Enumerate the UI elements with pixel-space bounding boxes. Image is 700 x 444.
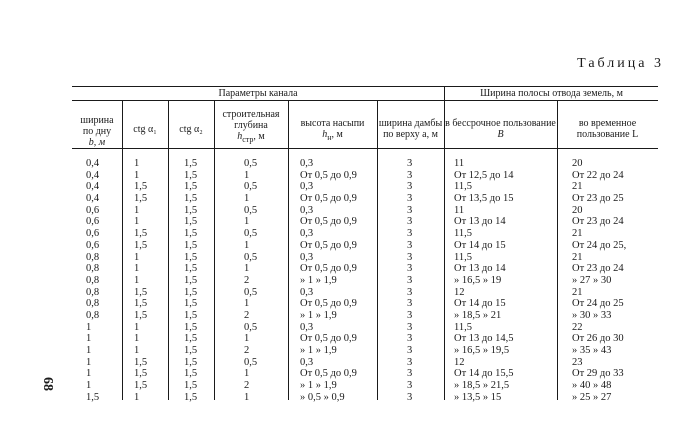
cell-ctg2: 1,5 [184, 380, 198, 392]
cell-temp: » 35 » 43 [572, 345, 612, 356]
table-title: Таблица 3 [577, 56, 664, 71]
cell-dam: 3 [407, 380, 413, 392]
cell-b: 0,6 [86, 228, 100, 240]
cell-fill: » 1 » 1,9 [300, 309, 337, 321]
cell-perm: » 18,5 » 21 [454, 309, 502, 321]
cell-perm: От 14 до 15 [454, 298, 506, 310]
cell-fill: 0,3 [300, 228, 314, 240]
cell-ctg2: 1,5 [184, 321, 198, 333]
cell-temp: » 27 » 30 [572, 274, 612, 286]
cell-ctg2: 1,5 [184, 333, 198, 345]
cell-ctg1: 1,5 [134, 193, 148, 205]
cell-depth: 2 [244, 380, 250, 392]
col-header-temp: во временное пользование L [576, 118, 639, 140]
cell-depth: 2 [244, 309, 250, 321]
cell-perm: От 14 до 15 [454, 239, 506, 251]
cell-dam: 3 [407, 239, 413, 251]
col-header-dam: ширина дамбы по верху a, м [378, 118, 443, 140]
cell-b: 0,4 [86, 169, 100, 181]
cell-b: 0,8 [86, 274, 100, 286]
cell-b: 0,4 [86, 193, 100, 205]
cell-perm: 11,5 [454, 251, 472, 263]
cell-temp: От 26 до 30 [572, 333, 624, 345]
col-header-ctg1: ctg α₁ [133, 124, 157, 135]
table-row [0, 380, 700, 392]
cell-ctg1: 1 [134, 204, 140, 216]
cell-b: 0,6 [86, 204, 100, 216]
cell-ctg1: 1,5 [134, 228, 148, 240]
table-row [0, 275, 700, 287]
cell-dam: 3 [407, 193, 413, 205]
cell-b: 1 [86, 321, 92, 333]
cell-perm: 11 [454, 158, 465, 169]
cell-ctg2: 1,5 [184, 239, 198, 251]
table-row [0, 298, 700, 310]
col-header-depth: строительная глубина $h_{стр}$, м [222, 109, 280, 144]
cell-temp: От 22 до 24 [572, 169, 624, 181]
table-row [0, 345, 700, 357]
table-row [0, 287, 700, 299]
cell-b: 0,8 [86, 309, 100, 321]
cell-dam: 3 [407, 345, 413, 356]
table-row [0, 310, 700, 322]
cell-b: 1 [86, 356, 92, 368]
table-top-rule [72, 86, 658, 87]
table-row [0, 392, 700, 404]
cell-b: 1 [86, 380, 92, 392]
table-row [0, 357, 700, 369]
cell-ctg1: 1 [134, 321, 140, 333]
cell-fill: От 0,5 до 0,9 [300, 298, 357, 310]
cell-fill: » 1 » 1,9 [300, 345, 337, 356]
cell-b: 1 [86, 368, 92, 380]
cell-b: 0,4 [86, 181, 100, 193]
cell-ctg2: 1,5 [184, 274, 198, 286]
cell-b: 0,8 [86, 263, 100, 275]
cell-ctg1: 1 [134, 158, 140, 169]
col-header-b: ширина по дну b, м [80, 115, 114, 148]
cell-ctg1: 1,5 [134, 181, 148, 193]
col-header-ctg2: ctg α₂ [179, 124, 203, 135]
cell-temp: 23 [572, 356, 583, 368]
cell-dam: 3 [407, 181, 413, 193]
cell-fill: » 0,5 » 0,9 [300, 391, 345, 403]
cell-ctg1: 1 [134, 263, 140, 275]
group-header-canal-params: Параметры канала [218, 88, 298, 99]
cell-ctg2: 1,5 [184, 286, 198, 298]
cell-ctg1: 1,5 [134, 286, 148, 298]
cell-temp: От 23 до 24 [572, 216, 624, 228]
cell-ctg2: 1,5 [184, 169, 198, 181]
cell-depth: 0,5 [244, 181, 258, 193]
cell-ctg2: 1,5 [184, 204, 198, 216]
cell-depth: 1 [244, 216, 250, 228]
cell-ctg1: 1 [134, 391, 140, 403]
table-row [0, 228, 700, 240]
cell-depth: 1 [244, 298, 250, 310]
cell-temp: 20 [572, 204, 583, 216]
cell-ctg2: 1,5 [184, 368, 198, 380]
cell-depth: 0,5 [244, 286, 258, 298]
cell-b: 0,6 [86, 216, 100, 228]
cell-dam: 3 [407, 298, 413, 310]
cell-dam: 3 [407, 391, 413, 403]
table-row [0, 368, 700, 380]
col-header-fill: высота насыпи $h_н$, м [300, 118, 365, 142]
table-row [0, 170, 700, 182]
page-number: 68 [40, 377, 55, 391]
cell-dam: 3 [407, 251, 413, 263]
cell-b: 1 [86, 333, 92, 345]
cell-temp: 21 [572, 251, 583, 263]
cell-ctg1: 1 [134, 251, 140, 263]
cell-temp: 20 [572, 158, 583, 169]
cell-perm: От 13 до 14 [454, 216, 506, 228]
cell-b: 0,8 [86, 286, 100, 298]
cell-fill: От 0,5 до 0,9 [300, 239, 357, 251]
col-header-perm: в бессрочное пользование B [445, 118, 556, 140]
cell-depth: 0,5 [244, 204, 258, 216]
cell-ctg2: 1,5 [184, 356, 198, 368]
cell-fill: 0,3 [300, 204, 314, 216]
cell-dam: 3 [407, 169, 413, 181]
cell-ctg2: 1,5 [184, 193, 198, 205]
cell-ctg1: 1 [134, 274, 140, 286]
cell-ctg1: 1,5 [134, 309, 148, 321]
cell-ctg1: 1,5 [134, 298, 148, 310]
cell-ctg2: 1,5 [184, 345, 198, 356]
cell-ctg2: 1,5 [184, 216, 198, 228]
cell-ctg2: 1,5 [184, 251, 198, 263]
cell-perm: От 13 до 14 [454, 263, 506, 275]
table-body [0, 158, 700, 403]
cell-perm: От 14 до 15,5 [454, 368, 514, 380]
cell-depth: 2 [244, 274, 250, 286]
cell-fill: 0,3 [300, 158, 314, 169]
table-row [0, 263, 700, 275]
cell-depth: 1 [244, 333, 250, 345]
cell-ctg2: 1,5 [184, 158, 198, 169]
cell-depth: 1 [244, 368, 250, 380]
cell-b: 0,4 [86, 158, 100, 169]
cell-fill: От 0,5 до 0,9 [300, 193, 357, 205]
table-row [0, 205, 700, 217]
cell-depth: 2 [244, 345, 250, 356]
cell-fill: 0,3 [300, 356, 314, 368]
cell-temp: 21 [572, 228, 583, 240]
cell-temp: » 40 » 48 [572, 380, 612, 392]
cell-fill: 0,3 [300, 181, 314, 193]
cell-depth: 0,5 [244, 251, 258, 263]
group-header-strip-width: Ширина полосы отвода земель, м [480, 88, 623, 99]
cell-fill: От 0,5 до 0,9 [300, 216, 357, 228]
cell-depth: 1 [244, 193, 250, 205]
cell-temp: 21 [572, 181, 583, 193]
column-header-rule [72, 148, 658, 149]
cell-dam: 3 [407, 333, 413, 345]
table-row [0, 322, 700, 334]
cell-temp: От 29 до 33 [572, 368, 624, 380]
cell-ctg2: 1,5 [184, 263, 198, 275]
cell-temp: От 24 до 25 [572, 298, 624, 310]
cell-b: 0,8 [86, 298, 100, 310]
cell-perm: От 12,5 до 14 [454, 169, 514, 181]
cell-dam: 3 [407, 321, 413, 333]
cell-dam: 3 [407, 158, 413, 169]
cell-fill: От 0,5 до 0,9 [300, 368, 357, 380]
group-header-rule [72, 100, 658, 101]
cell-ctg1: 1 [134, 169, 140, 181]
cell-ctg1: 1,5 [134, 356, 148, 368]
cell-depth: 0,5 [244, 228, 258, 240]
cell-perm: От 13 до 14,5 [454, 333, 514, 345]
cell-fill: 0,3 [300, 286, 314, 298]
cell-temp: » 30 » 33 [572, 309, 612, 321]
cell-perm: 11,5 [454, 321, 472, 333]
cell-perm: » 13,5 » 15 [454, 391, 502, 403]
cell-ctg1: 1,5 [134, 239, 148, 251]
cell-perm: 11 [454, 204, 465, 216]
cell-fill: 0,3 [300, 251, 314, 263]
cell-temp: От 23 до 24 [572, 263, 624, 275]
cell-dam: 3 [407, 286, 413, 298]
cell-b: 0,6 [86, 239, 100, 251]
cell-ctg2: 1,5 [184, 391, 198, 403]
cell-b: 1 [86, 345, 92, 356]
cell-depth: 1 [244, 239, 250, 251]
cell-ctg2: 1,5 [184, 181, 198, 193]
cell-b: 1,5 [86, 391, 100, 403]
cell-dam: 3 [407, 216, 413, 228]
cell-temp: 21 [572, 286, 583, 298]
cell-dam: 3 [407, 263, 413, 275]
table-row [0, 333, 700, 345]
cell-ctg2: 1,5 [184, 228, 198, 240]
cell-temp: От 23 до 25 [572, 193, 624, 205]
cell-ctg1: 1 [134, 333, 140, 345]
table-row [0, 216, 700, 228]
cell-temp: » 25 » 27 [572, 391, 612, 403]
cell-dam: 3 [407, 228, 413, 240]
cell-temp: От 24 до 25, [572, 239, 627, 251]
cell-b: 0,8 [86, 251, 100, 263]
cell-fill: » 1 » 1,9 [300, 380, 337, 392]
cell-fill: От 0,5 до 0,9 [300, 333, 357, 345]
cell-ctg1: 1,5 [134, 380, 148, 392]
table-row [0, 158, 700, 170]
cell-fill: От 0,5 до 0,9 [300, 169, 357, 181]
cell-ctg1: 1 [134, 216, 140, 228]
cell-depth: 1 [244, 169, 250, 181]
table-row [0, 181, 700, 193]
cell-depth: 0,5 [244, 321, 258, 333]
cell-perm: » 18,5 » 21,5 [454, 380, 510, 392]
cell-perm: » 16,5 » 19 [454, 274, 502, 286]
table-row [0, 252, 700, 264]
cell-fill: » 1 » 1,9 [300, 274, 337, 286]
cell-depth: 1 [244, 263, 250, 275]
cell-dam: 3 [407, 356, 413, 368]
cell-ctg2: 1,5 [184, 298, 198, 310]
cell-dam: 3 [407, 274, 413, 286]
cell-depth: 0,5 [244, 158, 258, 169]
table-row [0, 193, 700, 205]
cell-perm: 11,5 [454, 228, 472, 240]
cell-ctg1: 1 [134, 345, 140, 356]
cell-fill: 0,3 [300, 321, 314, 333]
cell-perm: 12 [454, 286, 465, 298]
cell-ctg1: 1,5 [134, 368, 148, 380]
cell-depth: 1 [244, 391, 250, 403]
cell-perm: 11,5 [454, 181, 472, 193]
cell-dam: 3 [407, 368, 413, 380]
table-row [0, 240, 700, 252]
cell-ctg2: 1,5 [184, 309, 198, 321]
cell-depth: 0,5 [244, 356, 258, 368]
cell-dam: 3 [407, 309, 413, 321]
cell-temp: 22 [572, 321, 583, 333]
cell-dam: 3 [407, 204, 413, 216]
cell-perm: » 16,5 » 19,5 [454, 345, 510, 356]
cell-perm: От 13,5 до 15 [454, 193, 514, 205]
cell-perm: 12 [454, 356, 465, 368]
cell-fill: От 0,5 до 0,9 [300, 263, 357, 275]
